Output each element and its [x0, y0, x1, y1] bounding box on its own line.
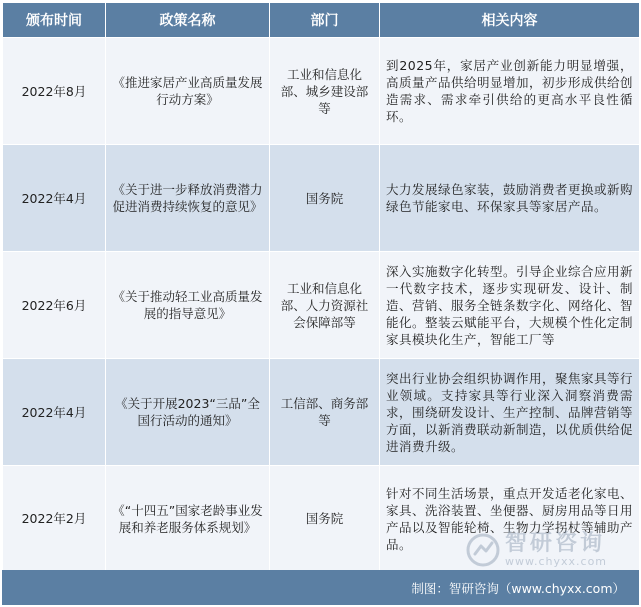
row-department: 国务院 [270, 466, 380, 572]
header-department: 部门 [270, 3, 380, 38]
row-date: 2022年6月 [3, 252, 106, 359]
row-date: 2022年8月 [3, 38, 106, 145]
row-content: 突出行业协会组织协调作用，聚焦家具等行业领域。支持家具等行业深入洞察消费需求，围绕研发设计、生产控制、品牌营销等方面，以新消费联动新制造，以优质供给促进消费升级。 [380, 359, 640, 466]
row-policy-name: 《推进家居产业高质量发展行动方案》 [106, 38, 270, 145]
footer-bar [2, 570, 639, 605]
row-content: 到2025年，家居产业创新能力明显增强，高质量产品供给明显增加，初步形成供给创造需求、需求牵引供给的更高水平良性循环。 [380, 38, 640, 145]
row-date: 2022年4月 [3, 145, 106, 252]
row-policy-name: 《关于开展2023“三品”全国行活动的通知》 [106, 359, 270, 466]
header-policy-name: 政策名称 [106, 3, 270, 38]
row-date: 2022年2月 [3, 466, 106, 572]
row-policy-name: 《“十四五”国家老龄事业发展和养老服务体系规划》 [106, 466, 270, 572]
table-header-row [3, 3, 640, 38]
row-department: 国务院 [270, 145, 380, 252]
watermark [465, 532, 607, 568]
table-row [3, 38, 640, 145]
watermark-brand: 智研咨询 [505, 531, 606, 556]
policy-table [2, 2, 640, 572]
header-date: 颁布时间 [3, 3, 106, 38]
row-policy-name: 《关于推动轻工业高质量发展的指导意见》 [106, 252, 270, 359]
row-date: 2022年4月 [3, 359, 106, 466]
header-content: 相关内容 [380, 3, 640, 38]
row-content: 针对不同生活场景，重点开发适老化家电、家具、洗浴装置、坐便器、厨房用品等日用产品以及智能轮椅、生物力学拐杖等辅助产品。 [380, 466, 640, 572]
row-department: 工信部、商务部等 [270, 359, 380, 466]
table-row [3, 252, 640, 359]
watermark-url: www.chyxx.com [505, 555, 608, 568]
chyxx-logo-icon [465, 532, 501, 568]
source-credit: 制图：智研咨询（www.chyxx.com） [411, 581, 625, 596]
table-row [3, 359, 640, 466]
row-content: 大力发展绿色家装，鼓励消费者更换或新购绿色节能家电、环保家具等家居产品。 [380, 145, 640, 252]
table-row [3, 145, 640, 252]
row-content: 深入实施数字化转型。引导企业综合应用新一代数字技术，逐步实现研发、设计、制造、营销、服务全链条数字化、网络化、智能化。整装云赋能平台，大规模个性化定制家具模块化生产，智能工厂等 [380, 252, 640, 359]
row-department: 工业和信息化部、城乡建设部等 [270, 38, 380, 145]
row-policy-name: 《关于进一步释放消费潜力促进消费持续恢复的意见》 [106, 145, 270, 252]
row-department: 工业和信息化部、人力资源社会保障部等 [270, 252, 380, 359]
